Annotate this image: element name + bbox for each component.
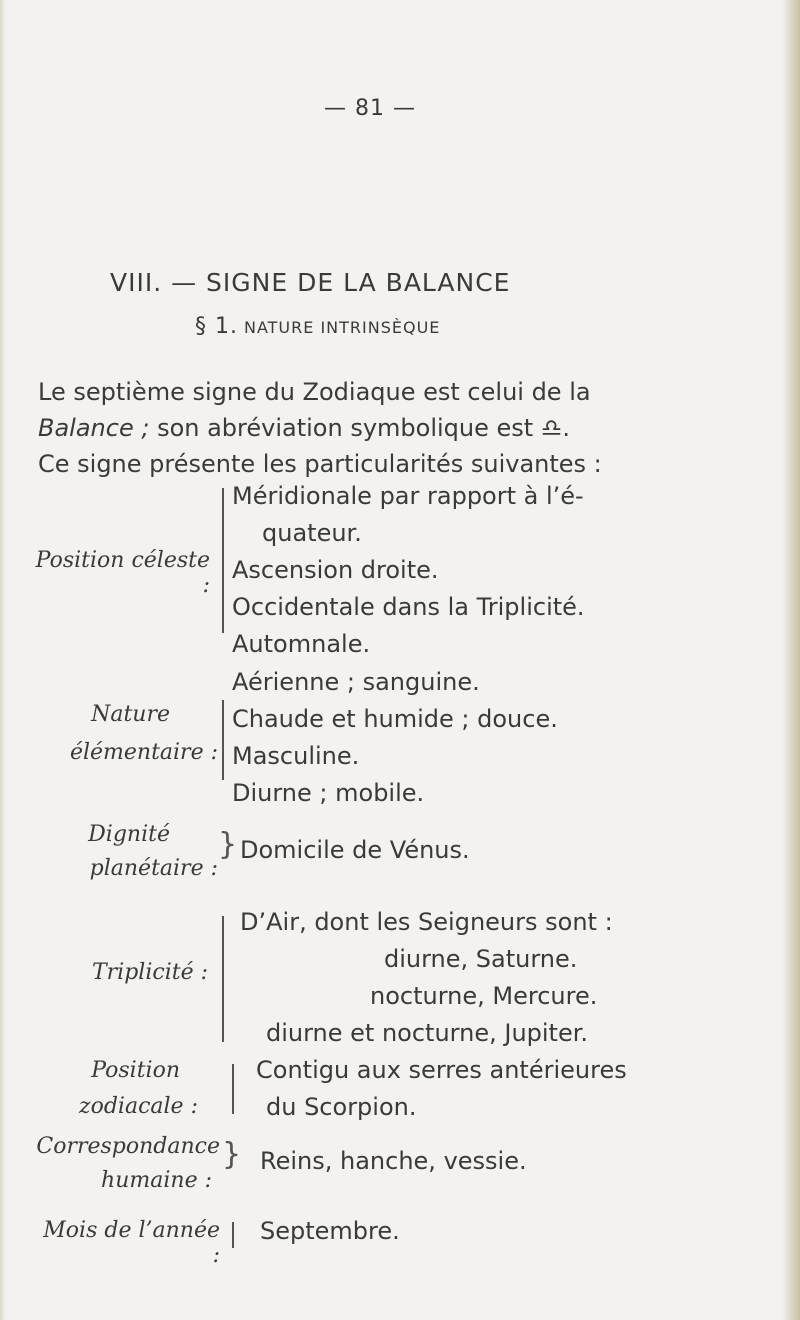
section-heading [195,314,440,339]
value-zodiacale-1: Contigu aux serres antérieures [256,1056,627,1084]
value-triplicite-1: D’Air, dont les Seigneurs sont : [240,908,613,936]
value-triplicite-3: nocturne, Mercure. [370,982,598,1010]
value-triplicite-4: diurne et nocturne, Jupiter. [266,1019,589,1047]
intro-line-2 [38,410,738,446]
value-triplicite-2: diurne, Saturne. [384,945,578,973]
value-correspondance-1: Reins, hanche, vessie. [260,1147,527,1175]
page-edge-left [0,0,6,1320]
value-nature-1: Aérienne ; sanguine. [232,668,480,696]
intro-text-3: Ce signe présente les particularités suivantes : [38,450,602,478]
intro-text-2: son abréviation symbolique est ♎. [149,414,570,442]
label-position-zodiacale-1: Position [91,1058,180,1083]
page-number: — 81 — [324,96,416,121]
label-mois: Mois de l’année : [43,1218,220,1268]
value-mois-1: Septembre. [260,1217,400,1245]
label-nature-1: Nature [91,702,170,727]
page-edge-right [782,0,800,1320]
section-title: NATURE INTRINSÈQUE [243,318,441,337]
label-correspondance-2: humaine : [101,1168,212,1193]
chapter-heading: VIII. — SIGNE DE LA BALANCE [110,268,511,297]
balance-term: Balance ; [38,414,150,442]
brace-mois [232,1222,234,1248]
value-nature-3: Masculine. [232,742,360,770]
value-nature-2: Chaude et humide ; douce. [232,705,558,733]
brace-position-zodiacale [232,1064,234,1114]
label-triplicite: Triplicité : [91,960,208,985]
value-celeste-2: quateur. [262,519,362,547]
label-dignite-1: Dignité [88,822,170,847]
intro-line-3 [38,446,738,482]
value-celeste-3: Ascension droite. [232,556,439,584]
section-number: § 1. [195,314,238,339]
value-nature-4: Diurne ; mobile. [232,779,425,807]
label-position-celeste: Position céleste : [35,548,210,598]
value-celeste-1: Méridionale par rapport à l’é- [232,482,584,510]
intro-line-1 [38,374,738,410]
value-dignite-1: Domicile de Vénus. [240,836,470,864]
label-dignite-2: planétaire : [89,856,218,881]
label-position-zodiacale-2: zodiacale : [79,1094,198,1119]
label-nature-2: élémentaire : [69,740,218,765]
intro-text-1: Le septième signe du Zodiaque est celui de la [38,378,591,406]
brace-nature [222,700,224,780]
value-celeste-4: Occidentale dans la Triplicité. [232,593,585,621]
value-celeste-5: Automnale. [232,630,371,658]
value-zodiacale-2: du Scorpion. [266,1093,417,1121]
label-correspondance-1: Correspondance [36,1134,220,1159]
brace-triplicite [222,916,224,1042]
brace-position-celeste [222,488,224,633]
brace-correspondance: } [222,1137,242,1172]
brace-dignite: } [218,827,238,862]
